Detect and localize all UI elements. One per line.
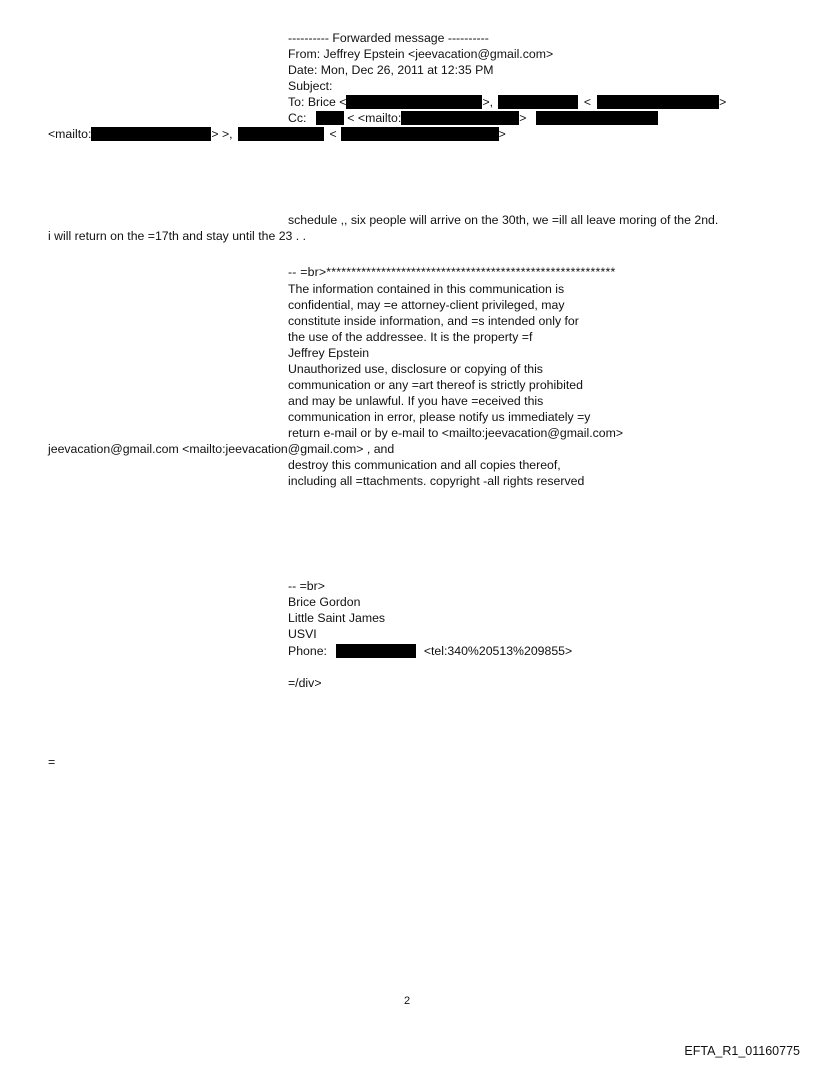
redaction-box <box>346 95 482 109</box>
signature-region: USVI <box>288 627 317 641</box>
body-line-2: i will return on the =17th and stay until the 23 . . <box>48 229 307 243</box>
disclaimer-line: Unauthorized use, disclosure or copying of this <box>288 362 543 376</box>
disclaimer-line: communication or any =art thereof is strictly prohibited <box>288 378 583 392</box>
cc-line <box>288 110 658 126</box>
wrap-mid: > >, <box>211 127 233 141</box>
to-line <box>288 94 726 110</box>
from-line: From: Jeffrey Epstein <jeevacation@gmail.com> <box>288 47 554 61</box>
disclaimer-line: and may be unlawful. If you have =eceived this <box>288 394 544 408</box>
to-gt: > <box>719 95 727 109</box>
disclaimer-line: the use of the addressee. It is the property =f <box>288 330 533 344</box>
disclaimer-line: Jeffrey Epstein <box>288 346 370 360</box>
document-id: EFTA_R1_01160775 <box>684 1044 800 1058</box>
redaction-box <box>91 127 211 141</box>
date-line: Date: Mon, Dec 26, 2011 at 12:35 PM <box>288 63 494 77</box>
wrap-lt: < <box>329 127 337 141</box>
disclaimer-separator: -- =br>********************************************************** <box>288 265 616 279</box>
trailer-char: = <box>48 755 56 769</box>
redaction-box <box>536 111 658 125</box>
signature-separator: -- =br> <box>288 579 325 593</box>
disclaimer-line: return e-mail or by e-mail to <mailto:jeevacation@gmail.com> <box>288 426 624 440</box>
cc-gt: > <box>519 111 527 125</box>
to-prefix: To: Brice < <box>288 95 347 109</box>
signature-name: Brice Gordon <box>288 595 361 609</box>
subject-line: Subject: <box>288 79 333 93</box>
to-sep: >, <box>482 95 494 109</box>
page-number: 2 <box>404 995 411 1007</box>
body-line-1: schedule ,, six people will arrive on the 30th, we =ill all leave moring of the 2nd. <box>288 213 719 227</box>
wrap-gt: > <box>498 127 506 141</box>
redaction-box <box>238 127 324 141</box>
phone-tel: <tel:340%20513%209855> <box>423 644 573 658</box>
cc-prefix: Cc: <box>288 111 307 125</box>
div-close: =/div> <box>288 676 322 690</box>
redaction-box <box>316 111 344 125</box>
forwarded-line: ---------- Forwarded message ---------- <box>288 31 489 45</box>
cc-mailto: < <mailto: <box>347 111 402 125</box>
disclaimer-line: The information contained in this communication is <box>288 282 565 296</box>
disclaimer-line: communication in error, please notify us immediately =y <box>288 410 591 424</box>
signature-phone <box>288 643 572 659</box>
to-lt: < <box>583 95 592 109</box>
disclaimer-line: destroy this communication and all copies thereof, <box>288 458 561 472</box>
redaction-box <box>336 644 416 658</box>
signature-place: Little Saint James <box>288 611 386 625</box>
redaction-box <box>341 127 499 141</box>
phone-label: Phone: <box>288 644 327 658</box>
disclaimer-line: confidential, may =e attorney-client privileged, may <box>288 298 565 312</box>
disclaimer-line: including all =ttachments. copyright -all rights reserved <box>288 474 585 488</box>
redaction-box <box>498 95 578 109</box>
redaction-box <box>597 95 719 109</box>
disclaimer-line: constitute inside information, and =s intended only for <box>288 314 579 328</box>
redaction-box <box>401 111 519 125</box>
disclaimer-wrap: jeevacation@gmail.com <mailto:jeevacation@gmail.com> , and <box>48 442 395 456</box>
wrap-line <box>48 126 506 142</box>
wrap-mailto: <mailto: <box>48 127 92 141</box>
